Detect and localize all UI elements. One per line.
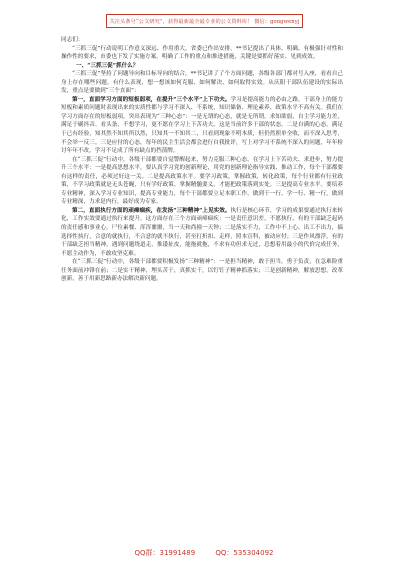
paragraph-execution-spirit: 在“三抓三促”行动中，各级干部都要积极发扬“三种精神”：一是担当精神，敢于担当，勇于负责，在急难险重任务面前冲锋在前；二是实干精神，埋头苦干，真抓实干，以钉钉子精神抓落实；三是创新精神，解放思想，改革创新，善于用新思路新办法解决新问题。 <box>61 259 343 283</box>
paragraph-execution-weakness <box>61 207 343 258</box>
paragraph-intro: “三抓三促”行动说明工作意义深远、作用重大，省委已作出安排，**书记提出了具体、明确、有极强针对性和操作性的要求，市委也下发了实施方案，明确了工作的重点和推进措施，关键是要抓好落实、见到成效。 <box>61 45 343 61</box>
section-heading: 一、“三抓三促”抓什么？ <box>76 62 139 69</box>
paragraph-overview: “三抓三促”坚持了问题导向和目标导向的结合，**书记讲了了个方面问题，各级各部门都对号入座，看看自己身上存在哪些问题，有什么表现，想一想该如何克服、如何解决、如何取得实效。从庆阳干部队伍建设的实际出发，重点是要做到“三个直面”： <box>61 71 343 95</box>
footer-qq-group: QQ群：31991489 <box>134 549 196 557</box>
salutation: 同志们： <box>61 37 84 43</box>
document-body <box>61 36 343 542</box>
paragraph-study-levels: 在“三抓三促”行动中，各级干部都要自觉警醒起来，努力克服三种心态，在学习上下苦功夫、求进步，努力提升三个水平：一是提高思想水平。要认真学习党的创新理论，用党的创新理论指导实践、推动工作，每个干部都要有这样的责任，必须过好这一关。二是提高政策水平。要学习政策，掌握政策，转化政策，每个行业都有行业政策，不学习政策就是无头苍蝇，只有学好政策、掌握精髓要义，才能把政策落到实处。三是提高专业水平。要培养专业精神，深入学习专业知识，提高专业能力，每个干部都要立足本职工作，做到干一行、学一行、精一行，做到专业精深，力求是内行，最好成为专家。 <box>61 156 343 206</box>
paragraph-body-2: 执行是核心环节，学习的成果要通过执行来转化，工作实效要通过执行来提升。这方面存在三个方面顽瘴痼疾：一是责任意识差，不愿执行，有的干部缺乏起码的责任感和事业心，尸位素餐、浑浑噩噩，当一天和尚撞一天钟；二是落实不力，工作中不上心、出工不出力，搞选择性执行，合意的就执行，不合意的就不执行，甚至打折扣、走样，照本宣科，被动应付；三是作风漂浮，有的干部缺乏担当精神，遇到问题绕道走、推诿扯皮，能拖就拖，不求有功但求无过，总想着用最小的代价完成任务，不愿主动作为，不敢攻坚克难。 <box>61 207 343 257</box>
paragraph-body-1: 学习是提高能力的必由之路，干部身上的能力短板和素质问题时表现出来的实质性都与学习不深入、不系统，知识储备、理论素养、政策水平不高有关。我们在学习方面存在的短板弱项，突出表现为“三种心态”：一是无谓的心态，就是无所谓，求知欲弱，自主学习能力差，满足于刷抖音、看头条，不想学习，更不愿在学习上下苦功夫，这是当前许多干部的状态。二是自满的心态，满足于已有经验，知其然不知其所以然，只知其一不知其二，只看到现象不明本质，但仍然照单全收，而不深入思考，不会举一反三。三是应付的心态，每年的民主生活会都会进行自我批评，写上对学习不系统不深入的问题，年年检讨年年不改，学习不足成了所有缺点的挡箭牌。 <box>61 96 343 155</box>
contact-footer <box>0 548 408 558</box>
footer-qq: QQ：535304092 <box>215 549 274 557</box>
promo-banner: 关注头条号“公文研究”，获得最新最全最专业的公文资料库！ 微信：gongwenyj <box>106 14 303 28</box>
paragraph-study-weakness <box>61 96 343 156</box>
paragraph-lead-1: 第一，直面学习方面的短板弱项，在提升“三个水平”上下功夫。 <box>72 96 231 103</box>
paragraph-lead-2: 第二，直面执行方面的顽瘴痼疾，在发扬“三种精神”上见实效。 <box>72 207 231 214</box>
